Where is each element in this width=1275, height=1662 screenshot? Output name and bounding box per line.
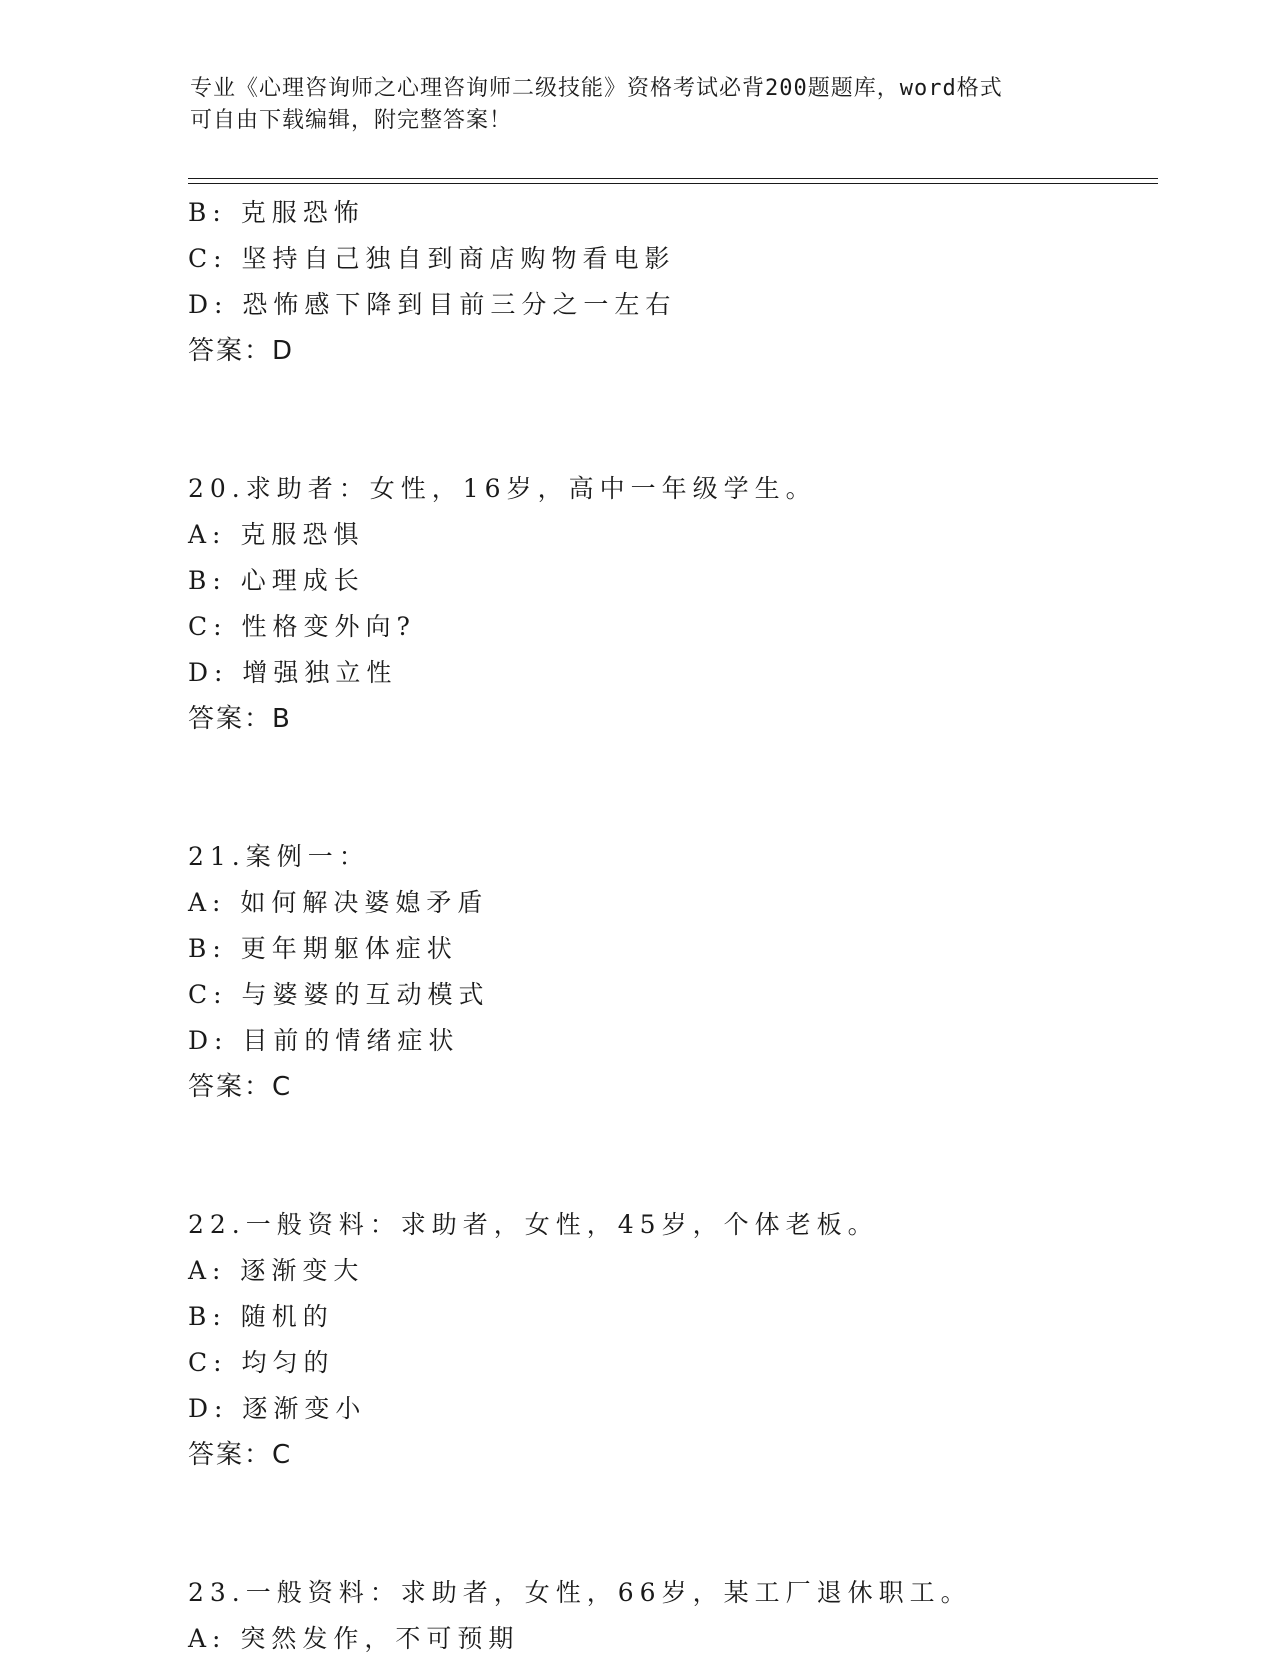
header-title-line-1: 专业《心理咨询师之心理咨询师二级技能》资格考试必背200题题库，word格式 [190, 76, 1003, 101]
answer-line: 答案：B [188, 704, 292, 734]
answer-line: 答案：C [188, 1440, 293, 1470]
option-a: A: 逐渐变大 [188, 1256, 365, 1285]
question-block-19 [188, 190, 1148, 374]
option-b: B: 更年期躯体症状 [188, 934, 458, 963]
question-block-20 [188, 466, 1148, 742]
option-c: C: 性格变外向? [188, 612, 416, 641]
question-text: 21.案例一： [188, 842, 370, 871]
option-a: A: 突然发作，不可预期 [188, 1624, 520, 1653]
option-c: C: 与婆婆的互动模式 [188, 980, 490, 1009]
header-divider-bottom [188, 183, 1158, 184]
answer-line: 答案：D [188, 336, 295, 366]
option-d: D: 增强独立性 [188, 658, 398, 687]
option-b: B: 随机的 [188, 1302, 334, 1331]
option-c: C: 坚持自己独自到商店购物看电影 [188, 244, 676, 273]
option-d: D: 目前的情绪症状 [188, 1026, 460, 1055]
option-a: A: 如何解决婆媳矛盾 [188, 888, 489, 917]
header-title-line-2: 可自由下载编辑，附完整答案！ [190, 108, 513, 133]
question-block-22 [188, 1202, 1148, 1478]
question-text: 22.一般资料：求助者，女性，45岁，个体老板。 [188, 1210, 879, 1239]
option-b: B: 心理成长 [188, 566, 365, 595]
question-block-21 [188, 834, 1148, 1110]
header-divider-top [188, 178, 1158, 179]
option-c: C: 均匀的 [188, 1348, 335, 1377]
question-text: 20.求助者：女性，16岁，高中一年级学生。 [188, 474, 817, 503]
option-d: D: 逐渐变小 [188, 1394, 367, 1423]
option-b: B: 克服恐怖 [188, 198, 365, 227]
answer-line: 答案：C [188, 1072, 293, 1102]
question-list [188, 190, 1148, 1662]
option-a: A: 克服恐惧 [188, 520, 365, 549]
document-header [190, 73, 1090, 137]
option-d: D: 恐怖感下降到目前三分之一左右 [188, 290, 677, 319]
question-block-23 [188, 1570, 1148, 1662]
question-text: 23.一般资料：求助者，女性，66岁，某工厂退休职工。 [188, 1578, 972, 1607]
